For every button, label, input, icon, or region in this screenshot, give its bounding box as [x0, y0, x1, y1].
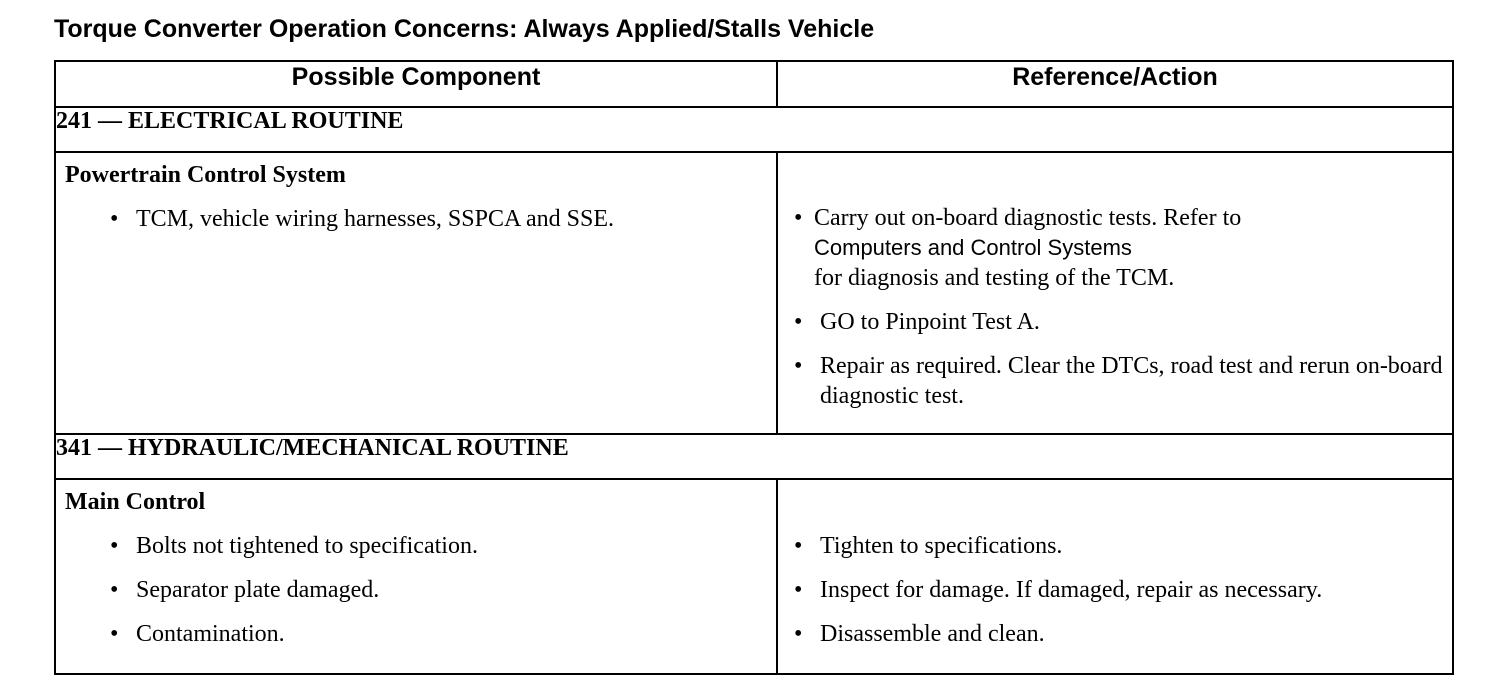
- list-item: [794, 619, 1452, 649]
- bullet-icon: •: [794, 577, 803, 603]
- column-header-action: Reference/Action: [777, 61, 1453, 107]
- bullet-icon: •: [794, 353, 803, 379]
- action-text: GO to Pinpoint Test A.: [820, 309, 1040, 335]
- action-text: [814, 203, 1452, 293]
- list-item: [110, 531, 776, 561]
- component-cell: [55, 152, 777, 434]
- component-text: Bolts not tightened to specification.: [136, 533, 478, 559]
- bullet-icon: •: [794, 533, 803, 559]
- table-header-row: [55, 61, 1453, 107]
- action-cell: [777, 479, 1453, 674]
- routine-row-hydraulic: [55, 434, 1453, 479]
- action-text: Inspect for damage. If damaged, repair as necessary.: [820, 577, 1323, 603]
- list-item: [794, 203, 1452, 293]
- list-item: [794, 351, 1452, 411]
- bullet-icon: •: [110, 621, 119, 647]
- component-list: [56, 204, 776, 234]
- bullet-icon: •: [794, 621, 803, 647]
- component-list: [56, 531, 776, 673]
- list-item: [794, 575, 1452, 605]
- action-list: [778, 203, 1452, 433]
- list-item: [110, 619, 776, 649]
- table-row: [55, 479, 1453, 674]
- action-text-line: for diagnosis and testing of the TCM.: [814, 265, 1175, 291]
- routine-row-electrical: [55, 107, 1453, 152]
- reference-link[interactable]: Computers and Control Systems: [814, 235, 1132, 260]
- page-title: Torque Converter Operation Concerns: Always Applied/Stalls Vehicle: [54, 15, 875, 43]
- list-item: [794, 531, 1452, 561]
- list-item: [110, 204, 776, 234]
- component-text: Separator plate damaged.: [136, 577, 380, 603]
- routine-title: 241 — ELECTRICAL ROUTINE: [55, 107, 1453, 152]
- bullet-icon: •: [794, 309, 803, 335]
- diagnosis-table: [54, 60, 1454, 675]
- bullet-icon: •: [794, 205, 803, 231]
- component-text: Contamination.: [136, 621, 285, 647]
- table-row: [55, 152, 1453, 434]
- list-item: [110, 575, 776, 605]
- action-text: Tighten to specifications.: [820, 533, 1063, 559]
- list-item: [794, 307, 1452, 337]
- routine-title: 341 — HYDRAULIC/MECHANICAL ROUTINE: [55, 434, 1453, 479]
- bullet-icon: •: [110, 533, 119, 559]
- component-cell: [55, 479, 777, 674]
- group-title: Powertrain Control System: [65, 162, 346, 188]
- action-list: [778, 531, 1452, 673]
- action-text-line: Carry out on-board diagnostic tests. Refer to: [814, 205, 1242, 231]
- component-text: TCM, vehicle wiring harnesses, SSPCA and SSE.: [136, 206, 614, 232]
- action-text: Repair as required. Clear the DTCs, road test and rerun on-board diagnostic test.: [820, 353, 1443, 409]
- bullet-icon: •: [110, 206, 119, 232]
- action-cell: [777, 152, 1453, 434]
- group-title: Main Control: [65, 489, 206, 515]
- action-text: Disassemble and clean.: [820, 621, 1045, 647]
- column-header-component: Possible Component: [55, 61, 777, 107]
- bullet-icon: •: [110, 577, 119, 603]
